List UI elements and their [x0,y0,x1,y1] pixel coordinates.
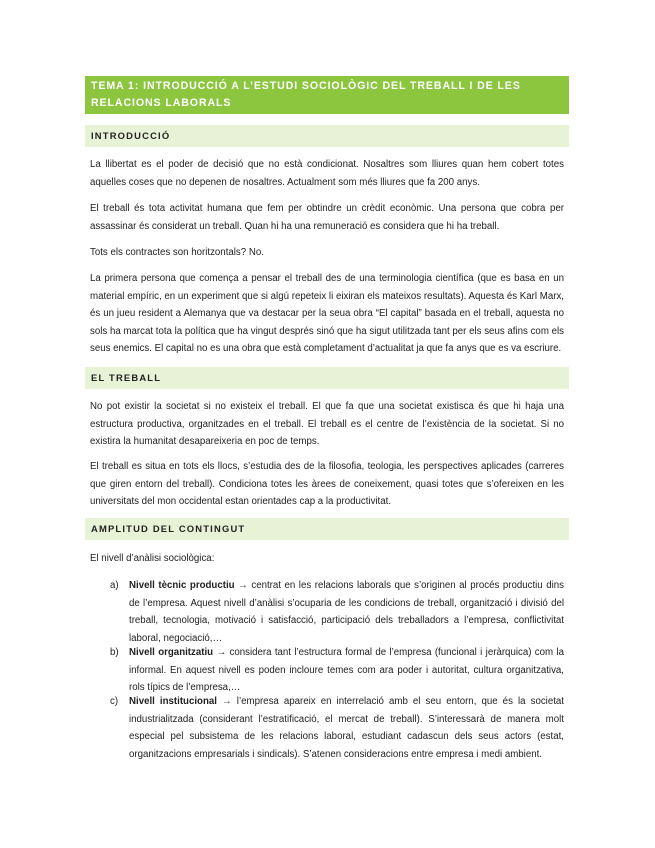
list-marker: a) [110,580,119,591]
arrow-icon: → [222,696,232,707]
list-term: Nivell organitzatiu [129,647,214,658]
list-marker: c) [110,696,119,707]
list-item [110,644,564,697]
list-text: centrat en les relacions laborals que s’originen al procés productiu dins de l’empresa. Aquest nivell d’anàlisi s’ocuparia de les condicions de treball, organització i divisió del treball, tecnologia, motivació i satisfacció, participació dels treballadors a l’empresa, conflictivitat laboral, negociació,… [129,580,565,644]
paragraph: La llibertat es el poder de decisió que no està condicionat. Nosaltres som lliures quan hem cobert totes aquelles coses que no depenen de nosaltres. Actualment som més lliures que fa 200 anys. [90,159,564,188]
document-title: TEMA 1: INTRODUCCIÓ A L’ESTUDI SOCIOLÒGIC DEL TREBALL I DE LES RELACIONS LABORALS [85,76,569,114]
paragraph: El treball és tota activitat humana que fem per obtindre un crèdit econòmic. Una persona que cobra per assassinar és considerat un treball. Quan hi ha una remuneració es considera que hi ha treball. [90,203,564,232]
arrow-icon: → [216,647,227,658]
section-heading-amplitud: AMPLITUD DEL CONTINGUT [85,518,569,540]
list-item [110,577,564,647]
list-term: Nivell tècnic productiu [129,580,235,591]
paragraph: El nivell d’anàlisi sociològica: [90,553,215,564]
list-item [110,693,564,763]
paragraph: Tots els contractes son horitzontals? No. [90,247,264,258]
list-text: l’empresa apareix en interrelació amb el seu entorn, que és la societat industrialitzada (considerant l’estratificació, el mercat de treball). S’interessarà de manera molt especial pel subsistema de les relacions laboral, estudiant cadascun dels seus actors (estat, organitzacions empresarials i sindicals). S’atenen consideracions entre empresa i medi ambient. [129,696,564,760]
arrow-icon: → [238,580,248,591]
list-term: Nivell institucional [129,696,217,707]
paragraph: No pot existir la societat si no existeix el treball. El que fa que una societat existisca és que hi haja una estructura productiva, organitzades en el treball. El treball es el centre de l’existència de la societat. Si no existira la humanitat desapareixeria en poc de temps. [90,401,564,447]
section-heading-el-treball: EL TREBALL [85,367,569,389]
paragraph: La primera persona que comença a pensar el treball des de una terminologia científica (que es basa en un material empíric, en un experiment que si algú repeteix li eixiran els mateixos resultats). Aquesta és Karl Marx, és un jueu resident a Alemanya que va destacar per la seua obra “El capital” basada en el treball, aquesta no sols ha marcat tota la política que ha vingut després sinó que ha sigut utilitzada tant per els seus afins com els seus enemics. El capital no es una obra que està completament d’actualitat ja que fa anys que es va escriure. [90,273,564,354]
list-marker: b) [110,647,119,658]
paragraph: El treball es situa en tots els llocs, s’estudia des de la filosofia, teologia, les perspectives aplicades (carreres que giren entorn del treball). Condiciona totes les àrees de coneixement, quasi totes que s’ofereixen en les universitats del mon occidental estan orientades cap a la productivitat. [90,461,564,507]
section-heading-introduccio: INTRODUCCIÓ [85,125,569,147]
list-text: considera tant l’estructura formal de l’empresa (funcional i jeràrquica) com la informal. En aquest nivell es poden incloure temes com ara poder i autoritat, cultura organitzativa, rols típics de l’empresa,… [129,647,564,693]
